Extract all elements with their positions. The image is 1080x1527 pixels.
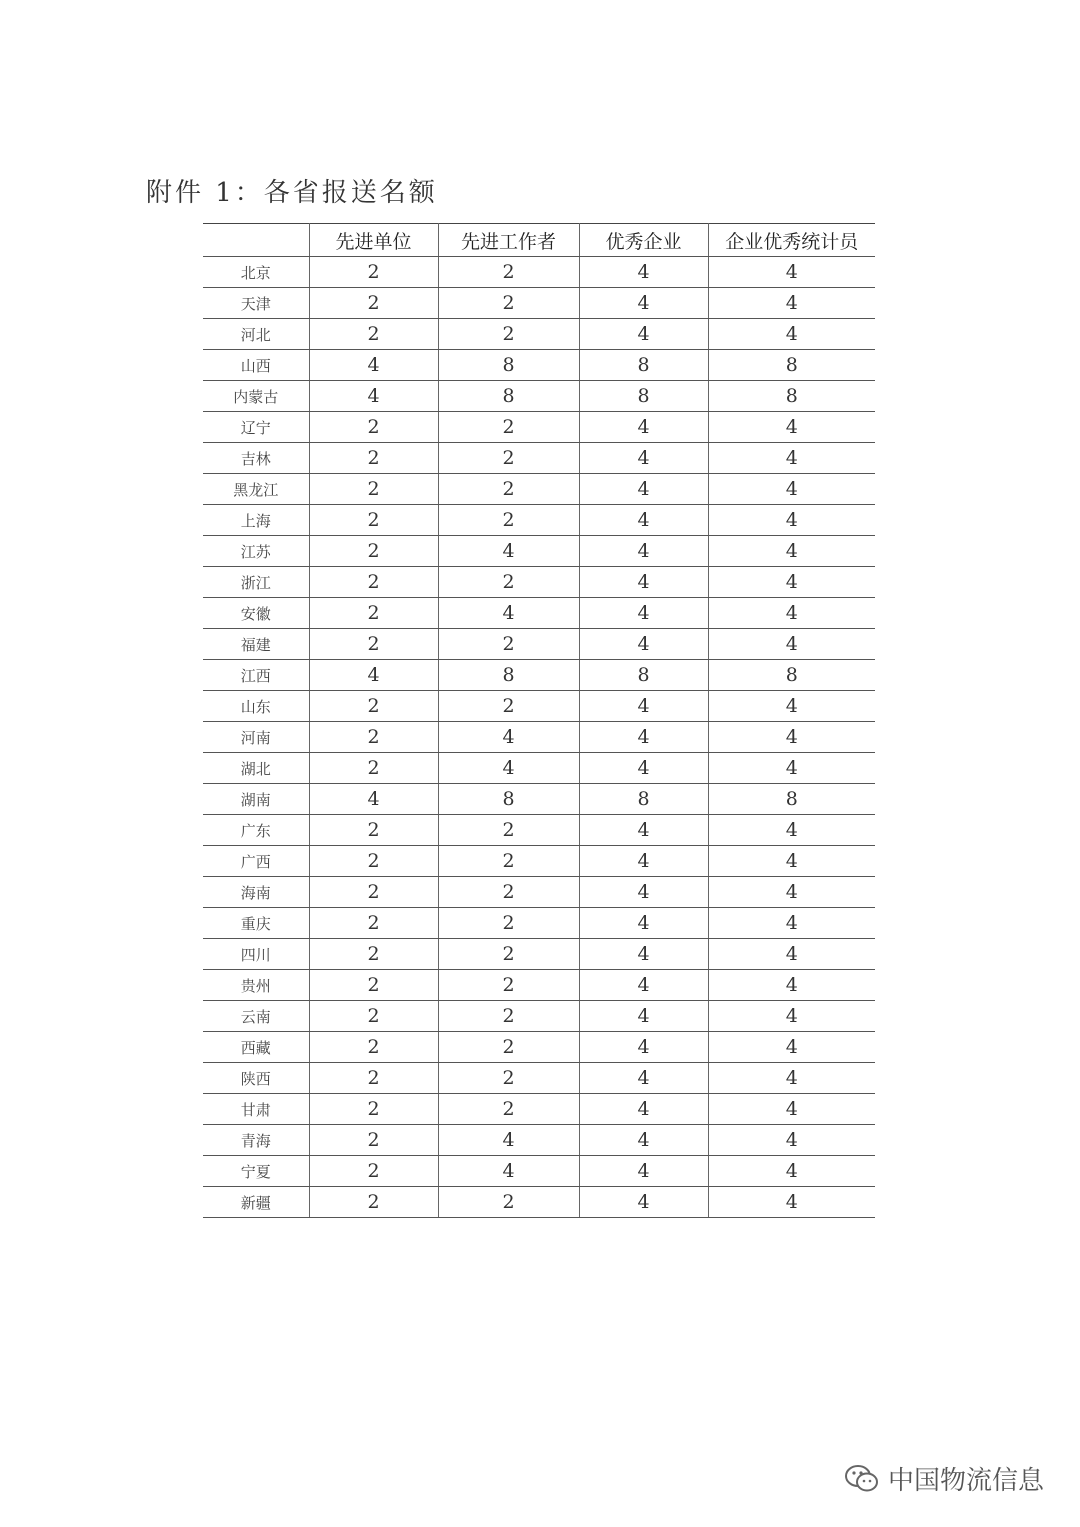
cell-province: 广东 xyxy=(203,815,309,846)
cell-province: 四川 xyxy=(203,939,309,970)
cell-advanced-unit: 2 xyxy=(309,753,438,784)
cell-advanced-worker: 4 xyxy=(438,598,579,629)
cell-excellent-enterprise: 4 xyxy=(579,412,708,443)
cell-advanced-unit: 2 xyxy=(309,939,438,970)
cell-advanced-unit: 2 xyxy=(309,1156,438,1187)
cell-advanced-unit: 2 xyxy=(309,1094,438,1125)
table-row xyxy=(203,691,875,722)
cell-advanced-unit: 2 xyxy=(309,815,438,846)
table-row xyxy=(203,784,875,815)
cell-province: 青海 xyxy=(203,1125,309,1156)
cell-advanced-unit: 2 xyxy=(309,1032,438,1063)
cell-excellent-statistician: 4 xyxy=(708,753,875,784)
cell-province: 陕西 xyxy=(203,1063,309,1094)
cell-excellent-statistician: 8 xyxy=(708,660,875,691)
cell-advanced-unit: 2 xyxy=(309,1063,438,1094)
cell-advanced-unit: 2 xyxy=(309,257,438,288)
cell-advanced-unit: 2 xyxy=(309,443,438,474)
cell-excellent-enterprise: 4 xyxy=(579,939,708,970)
table-row xyxy=(203,1156,875,1187)
cell-excellent-enterprise: 8 xyxy=(579,350,708,381)
cell-province: 福建 xyxy=(203,629,309,660)
cell-province: 吉林 xyxy=(203,443,309,474)
cell-excellent-enterprise: 4 xyxy=(579,257,708,288)
cell-excellent-enterprise: 8 xyxy=(579,381,708,412)
cell-excellent-statistician: 4 xyxy=(708,567,875,598)
cell-advanced-unit: 2 xyxy=(309,877,438,908)
cell-province: 江西 xyxy=(203,660,309,691)
cell-advanced-unit: 2 xyxy=(309,629,438,660)
cell-advanced-unit: 2 xyxy=(309,722,438,753)
watermark-text: 中国物流信息 xyxy=(887,1466,1044,1496)
header-row xyxy=(203,224,875,257)
cell-excellent-statistician: 4 xyxy=(708,939,875,970)
cell-excellent-enterprise: 4 xyxy=(579,691,708,722)
cell-advanced-worker: 2 xyxy=(438,567,579,598)
cell-province: 广西 xyxy=(203,846,309,877)
cell-excellent-enterprise: 4 xyxy=(579,1125,708,1156)
cell-advanced-unit: 2 xyxy=(309,505,438,536)
table-row xyxy=(203,815,875,846)
cell-advanced-worker: 2 xyxy=(438,257,579,288)
cell-excellent-enterprise: 4 xyxy=(579,970,708,1001)
quota-table xyxy=(203,223,875,1218)
cell-province: 云南 xyxy=(203,1001,309,1032)
header-cell-excellent-statistician: 企业优秀统计员 xyxy=(708,224,875,257)
header-cell-advanced-worker: 先进工作者 xyxy=(438,224,579,257)
cell-excellent-statistician: 4 xyxy=(708,970,875,1001)
cell-advanced-unit: 2 xyxy=(309,1125,438,1156)
cell-advanced-unit: 4 xyxy=(309,784,438,815)
cell-province: 新疆 xyxy=(203,1187,309,1218)
cell-province: 黑龙江 xyxy=(203,474,309,505)
cell-excellent-enterprise: 4 xyxy=(579,443,708,474)
cell-excellent-statistician: 4 xyxy=(708,288,875,319)
cell-excellent-statistician: 4 xyxy=(708,505,875,536)
cell-excellent-statistician: 4 xyxy=(708,1032,875,1063)
cell-advanced-unit: 2 xyxy=(309,598,438,629)
cell-excellent-enterprise: 4 xyxy=(579,753,708,784)
cell-advanced-unit: 4 xyxy=(309,660,438,691)
cell-excellent-statistician: 4 xyxy=(708,722,875,753)
cell-province: 宁夏 xyxy=(203,1156,309,1187)
cell-advanced-unit: 2 xyxy=(309,288,438,319)
cell-excellent-statistician: 4 xyxy=(708,1063,875,1094)
cell-excellent-enterprise: 4 xyxy=(579,1187,708,1218)
cell-advanced-worker: 8 xyxy=(438,381,579,412)
cell-excellent-enterprise: 8 xyxy=(579,784,708,815)
cell-province: 辽宁 xyxy=(203,412,309,443)
cell-excellent-statistician: 4 xyxy=(708,1125,875,1156)
cell-advanced-unit: 2 xyxy=(309,970,438,1001)
cell-province: 江苏 xyxy=(203,536,309,567)
cell-advanced-worker: 2 xyxy=(438,908,579,939)
header-cell-excellent-enterprise: 优秀企业 xyxy=(579,224,708,257)
cell-advanced-unit: 2 xyxy=(309,1001,438,1032)
cell-advanced-worker: 2 xyxy=(438,1063,579,1094)
table-row xyxy=(203,629,875,660)
table-row xyxy=(203,660,875,691)
cell-excellent-statistician: 4 xyxy=(708,1001,875,1032)
cell-province: 安徽 xyxy=(203,598,309,629)
cell-excellent-statistician: 4 xyxy=(708,474,875,505)
table-row xyxy=(203,257,875,288)
cell-province: 山东 xyxy=(203,691,309,722)
cell-excellent-statistician: 4 xyxy=(708,846,875,877)
cell-advanced-worker: 8 xyxy=(438,660,579,691)
cell-advanced-worker: 4 xyxy=(438,722,579,753)
cell-province: 河南 xyxy=(203,722,309,753)
cell-excellent-statistician: 4 xyxy=(708,257,875,288)
cell-province: 天津 xyxy=(203,288,309,319)
cell-advanced-worker: 2 xyxy=(438,846,579,877)
cell-excellent-statistician: 4 xyxy=(708,1187,875,1218)
cell-advanced-worker: 2 xyxy=(438,474,579,505)
cell-advanced-worker: 4 xyxy=(438,1125,579,1156)
cell-excellent-statistician: 4 xyxy=(708,691,875,722)
table-row xyxy=(203,598,875,629)
table-row xyxy=(203,1125,875,1156)
wechat-icon xyxy=(844,1464,880,1494)
cell-advanced-worker: 4 xyxy=(438,1156,579,1187)
cell-excellent-enterprise: 4 xyxy=(579,815,708,846)
cell-province: 西藏 xyxy=(203,1032,309,1063)
cell-excellent-statistician: 4 xyxy=(708,815,875,846)
cell-excellent-enterprise: 4 xyxy=(579,598,708,629)
cell-province: 海南 xyxy=(203,877,309,908)
cell-excellent-statistician: 4 xyxy=(708,443,875,474)
cell-advanced-worker: 2 xyxy=(438,319,579,350)
cell-excellent-enterprise: 4 xyxy=(579,567,708,598)
cell-province: 河北 xyxy=(203,319,309,350)
cell-excellent-enterprise: 8 xyxy=(579,660,708,691)
cell-advanced-worker: 2 xyxy=(438,1187,579,1218)
cell-excellent-enterprise: 4 xyxy=(579,536,708,567)
cell-advanced-unit: 2 xyxy=(309,536,438,567)
cell-excellent-statistician: 4 xyxy=(708,412,875,443)
cell-excellent-statistician: 4 xyxy=(708,1156,875,1187)
cell-advanced-unit: 4 xyxy=(309,350,438,381)
cell-excellent-enterprise: 4 xyxy=(579,1032,708,1063)
cell-excellent-enterprise: 4 xyxy=(579,505,708,536)
cell-excellent-enterprise: 4 xyxy=(579,877,708,908)
cell-excellent-statistician: 4 xyxy=(708,319,875,350)
cell-excellent-statistician: 4 xyxy=(708,536,875,567)
cell-advanced-worker: 8 xyxy=(438,350,579,381)
table-body xyxy=(203,257,875,1218)
table-row xyxy=(203,319,875,350)
cell-excellent-statistician: 8 xyxy=(708,350,875,381)
cell-excellent-enterprise: 4 xyxy=(579,1063,708,1094)
cell-excellent-enterprise: 4 xyxy=(579,908,708,939)
table-row xyxy=(203,536,875,567)
cell-advanced-worker: 2 xyxy=(438,877,579,908)
cell-advanced-worker: 2 xyxy=(438,815,579,846)
cell-advanced-worker: 2 xyxy=(438,505,579,536)
cell-province: 北京 xyxy=(203,257,309,288)
cell-excellent-enterprise: 4 xyxy=(579,474,708,505)
cell-excellent-enterprise: 4 xyxy=(579,319,708,350)
table-row xyxy=(203,1032,875,1063)
table-header xyxy=(203,224,875,257)
cell-advanced-unit: 2 xyxy=(309,691,438,722)
table-row xyxy=(203,846,875,877)
watermark xyxy=(844,1460,1044,1497)
cell-excellent-enterprise: 4 xyxy=(579,846,708,877)
page-title: 附件 1：各省报送名额 xyxy=(146,178,438,208)
cell-advanced-unit: 2 xyxy=(309,474,438,505)
cell-province: 上海 xyxy=(203,505,309,536)
table-row xyxy=(203,474,875,505)
cell-advanced-unit: 2 xyxy=(309,319,438,350)
cell-excellent-statistician: 4 xyxy=(708,877,875,908)
table-row xyxy=(203,722,875,753)
cell-excellent-enterprise: 4 xyxy=(579,288,708,319)
cell-excellent-statistician: 8 xyxy=(708,784,875,815)
cell-province: 内蒙古 xyxy=(203,381,309,412)
cell-province: 浙江 xyxy=(203,567,309,598)
table-row xyxy=(203,412,875,443)
cell-advanced-worker: 4 xyxy=(438,536,579,567)
cell-advanced-worker: 2 xyxy=(438,691,579,722)
cell-province: 山西 xyxy=(203,350,309,381)
table-row xyxy=(203,505,875,536)
cell-advanced-worker: 4 xyxy=(438,753,579,784)
table-row xyxy=(203,1187,875,1218)
cell-advanced-worker: 2 xyxy=(438,1094,579,1125)
cell-advanced-unit: 4 xyxy=(309,381,438,412)
cell-excellent-enterprise: 4 xyxy=(579,722,708,753)
cell-excellent-statistician: 4 xyxy=(708,629,875,660)
cell-advanced-worker: 2 xyxy=(438,939,579,970)
table-row xyxy=(203,381,875,412)
header-cell-advanced-unit: 先进单位 xyxy=(309,224,438,257)
cell-excellent-statistician: 8 xyxy=(708,381,875,412)
table-row xyxy=(203,753,875,784)
cell-excellent-enterprise: 4 xyxy=(579,1094,708,1125)
cell-advanced-worker: 2 xyxy=(438,443,579,474)
table-row xyxy=(203,1094,875,1125)
cell-advanced-worker: 2 xyxy=(438,970,579,1001)
cell-advanced-worker: 2 xyxy=(438,629,579,660)
cell-advanced-unit: 2 xyxy=(309,412,438,443)
cell-advanced-worker: 2 xyxy=(438,288,579,319)
cell-excellent-enterprise: 4 xyxy=(579,1001,708,1032)
cell-advanced-unit: 2 xyxy=(309,1187,438,1218)
table-row xyxy=(203,288,875,319)
table-row xyxy=(203,567,875,598)
table-row xyxy=(203,908,875,939)
cell-advanced-worker: 2 xyxy=(438,1032,579,1063)
table-row xyxy=(203,939,875,970)
table-row xyxy=(203,350,875,381)
cell-province: 湖南 xyxy=(203,784,309,815)
cell-province: 湖北 xyxy=(203,753,309,784)
cell-advanced-unit: 2 xyxy=(309,908,438,939)
cell-advanced-worker: 2 xyxy=(438,412,579,443)
cell-advanced-worker: 8 xyxy=(438,784,579,815)
table-row xyxy=(203,1063,875,1094)
table-row xyxy=(203,443,875,474)
table-row xyxy=(203,970,875,1001)
cell-advanced-worker: 2 xyxy=(438,1001,579,1032)
cell-province: 贵州 xyxy=(203,970,309,1001)
cell-excellent-statistician: 4 xyxy=(708,598,875,629)
cell-province: 重庆 xyxy=(203,908,309,939)
cell-excellent-enterprise: 4 xyxy=(579,629,708,660)
table-row xyxy=(203,877,875,908)
header-cell-province xyxy=(203,224,309,257)
cell-advanced-unit: 2 xyxy=(309,567,438,598)
cell-excellent-statistician: 4 xyxy=(708,1094,875,1125)
cell-excellent-enterprise: 4 xyxy=(579,1156,708,1187)
cell-province: 甘肃 xyxy=(203,1094,309,1125)
cell-advanced-unit: 2 xyxy=(309,846,438,877)
table-row xyxy=(203,1001,875,1032)
cell-excellent-statistician: 4 xyxy=(708,908,875,939)
